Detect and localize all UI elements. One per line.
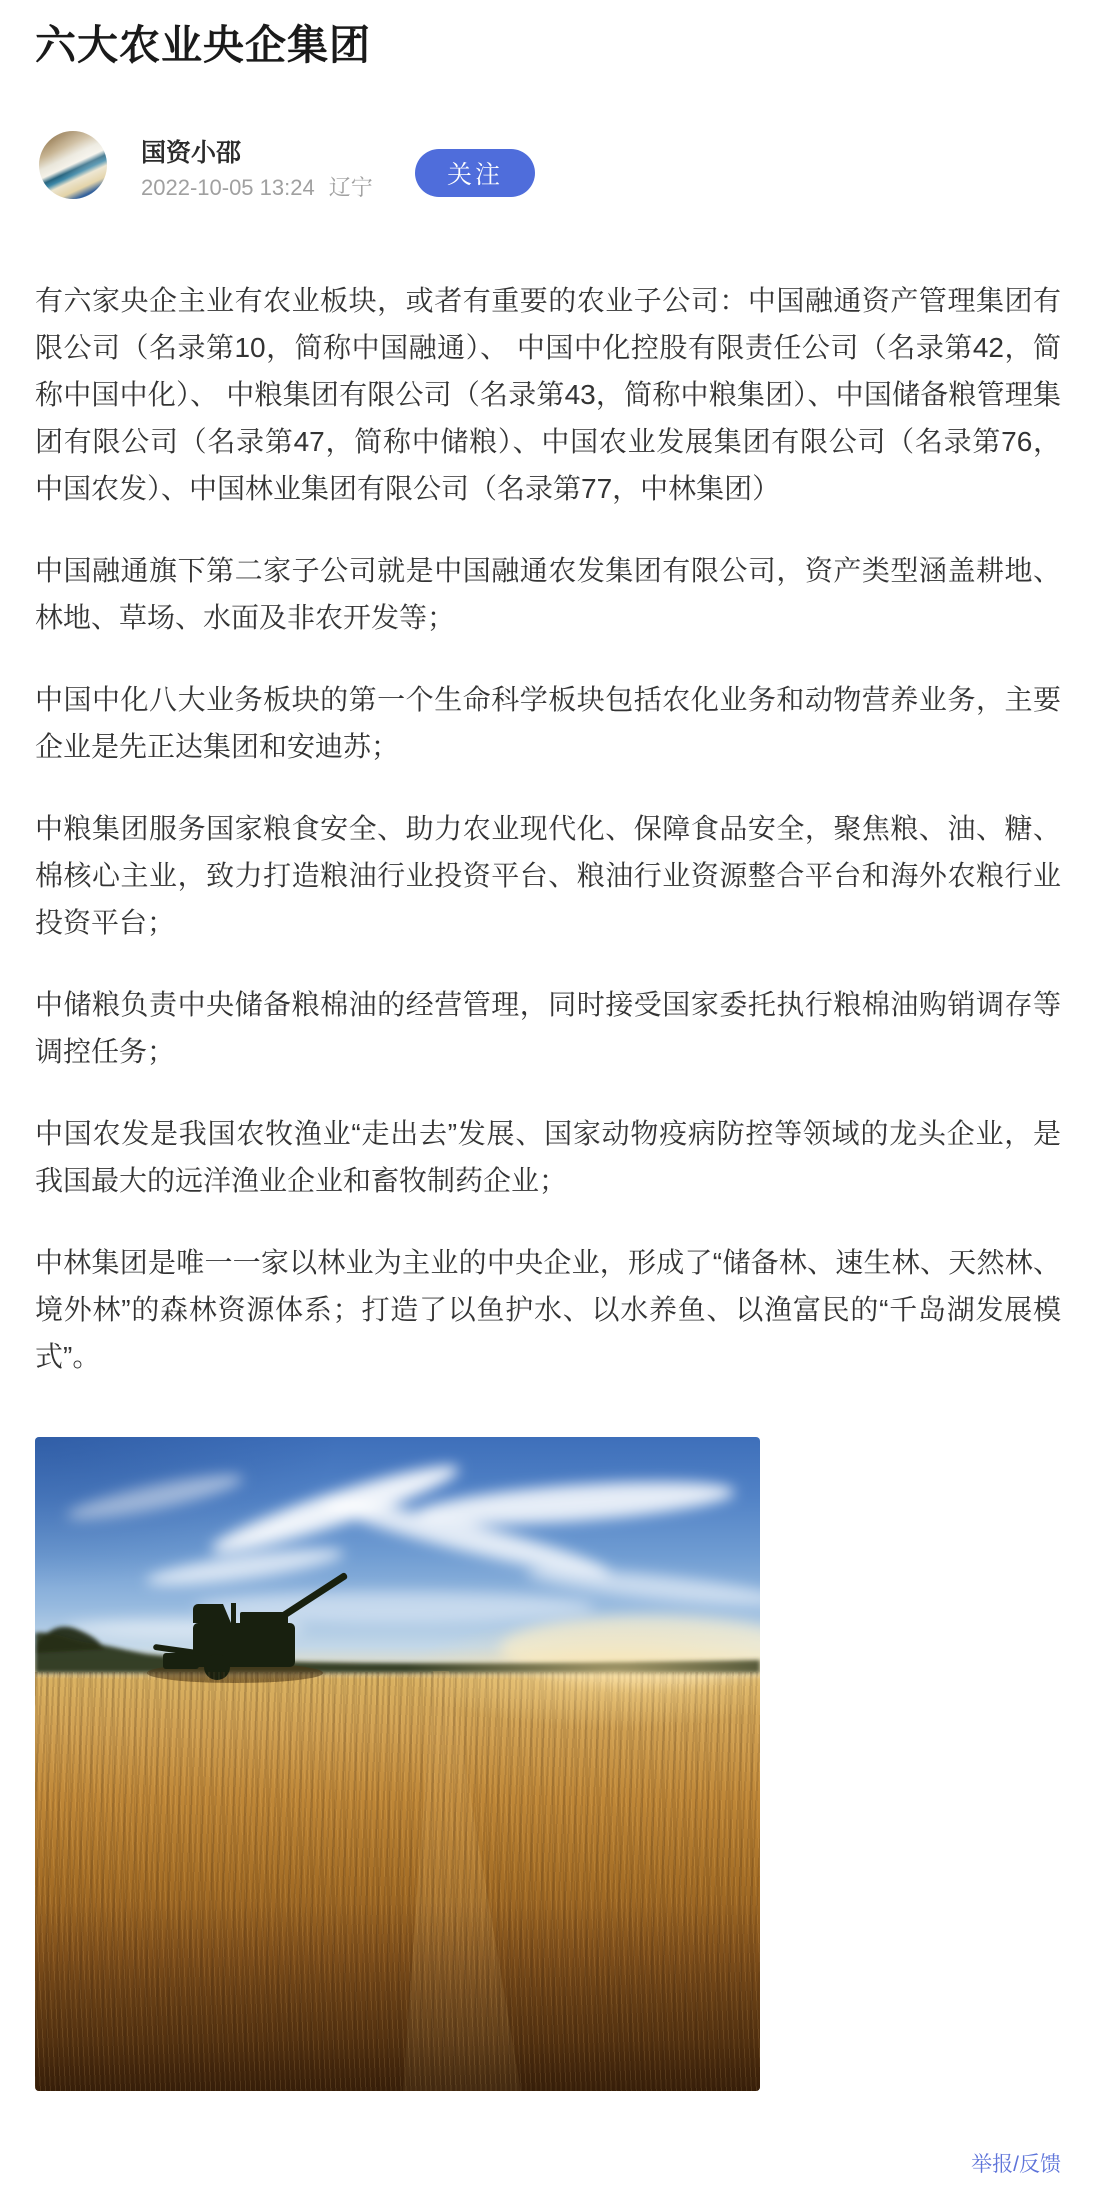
article-body [35, 277, 1061, 1380]
wheat-field-scene [35, 1437, 760, 2091]
paragraph: 中粮集团服务国家粮食安全、助力农业现代化、保障食品安全，聚焦粮、油、糖、棉核心主业，致力打造粮油行业投资平台、粮油行业资源整合平台和海外农粮行业投资平台； [35, 813, 1061, 938]
follow-button[interactable]: 关注 [415, 149, 535, 197]
footer [35, 2152, 1061, 2178]
article-photo-wheat-field[interactable] [35, 1437, 760, 2091]
paragraph: 有六家央企主业有农业板块，或者有重要的农业子公司：中国融通资产管理集团有限公司（名录第10，简称中国融通）、 中国中化控股有限责任公司（名录第42，简称中国中化）、 中粮集团有限公司（名录第43，简称中粮集团）、中国储备粮管理集团有限公司（名录第47，简称中储粮）、中国农业发展集团有限公司（名录第76，中国农发）、中国林业集团有限公司（名录第77，中林集团） [35, 285, 1061, 504]
report-feedback-link[interactable]: 举报/反馈 [971, 2153, 1061, 2176]
article-title: 六大农业央企集团 [35, 22, 371, 68]
paragraph: 中国中化八大业务板块的第一个生命科学板块包括农化业务和动物营养业务，主要企业是先正达集团和安迪苏； [35, 684, 1061, 762]
author-avatar[interactable] [39, 131, 107, 199]
publish-location: 辽宁 [328, 175, 373, 200]
paragraph: 中林集团是唯一一家以林业为主业的中央企业，形成了“储备林、速生林、天然林、境外林”的森林资源体系；打造了以鱼护水、以水养鱼、以渔富民的“千岛湖发展模式”。 [35, 1247, 1061, 1372]
author-row [35, 130, 1061, 198]
publish-meta [141, 176, 373, 200]
author-info [141, 138, 373, 200]
paragraph: 中国融通旗下第二家子公司就是中国融通农发集团有限公司，资产类型涵盖耕地、林地、草场、水面及非农开发等； [35, 555, 1061, 633]
paragraph: 中国农发是我国农牧渔业“走出去”发展、国家动物疫病防控等领域的龙头企业，是我国最大的远洋渔业企业和畜牧制药企业； [35, 1118, 1061, 1196]
publish-time: 2022-10-05 13:24 [141, 175, 315, 200]
author-name[interactable]: 国资小邵 [141, 139, 242, 167]
sky-and-field-background [35, 1437, 760, 2091]
paragraph: 中储粮负责中央储备粮棉油的经营管理，同时接受国家委托执行粮棉油购销调存等调控任务； [35, 989, 1061, 1067]
